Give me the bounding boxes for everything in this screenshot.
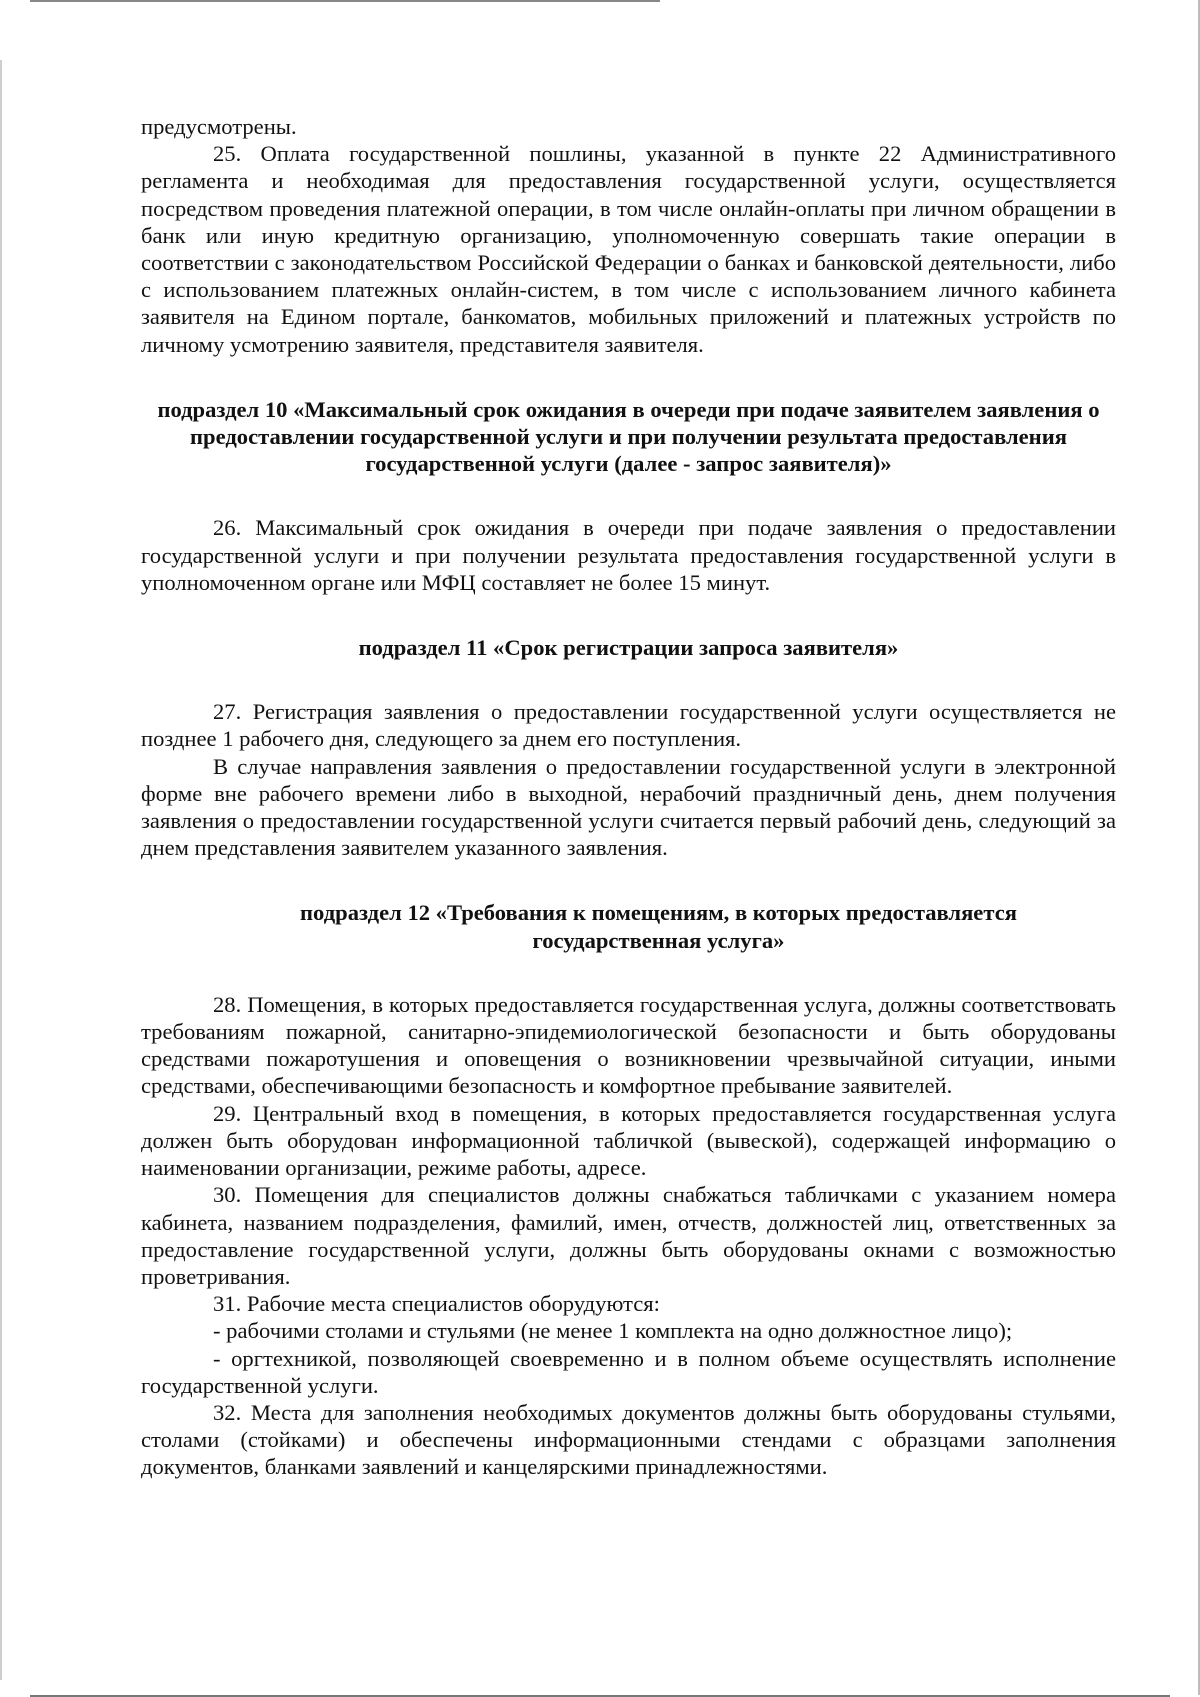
section-11-heading: подраздел 11 «Срок регистрации запроса заявителя»: [358, 635, 899, 661]
paragraph-continuation: предусмотрены.: [141, 114, 297, 139]
paragraph-29: 29. Центральный вход в помещения, в которых предоставляется государственная услуга должен быть оборудован информационной табличкой (вывеской), содержащей информацию о наименовании организации, режиме работы, адресе.: [141, 1100, 1116, 1181]
paragraph-30: 30. Помещения для специалистов должны снабжаться табличками с указанием номера кабинета, названием подразделения, фамилий, имен, отчеств, должностей лиц, ответственных за предоставление государственной услуги, должны быть оборудованы окнами с возможностью проветривания.: [141, 1182, 1116, 1289]
list-item-desks: - рабочими столами и стульями (не менее 1 комплекта на одно должностное лицо);: [213, 1318, 1013, 1344]
document-body: [141, 113, 1116, 1481]
scan-edge-left: [0, 60, 2, 1680]
section-10-heading: подраздел 10 «Максимальный срок ожидания в очереди при подаче заявителем заявления о предоставлении государственной услуги и при получении результата предоставления государственной услуги (далее - запрос заявителя)»: [157, 396, 1100, 477]
paragraph-32: 32. Места для заполнения необходимых документов должны быть оборудованы стульями, столами (стойками) и обеспечены информационными стендами с образцами заполнения документов, бланками заявлений и канцелярскими принадлежностями.: [141, 1399, 1116, 1480]
section-12-heading: подраздел 12 «Требования к помещениям, в которых предоставляется государственная услуга»: [300, 900, 1017, 953]
list-item-office-equipment: - оргтехникой, позволяющей своевременно и в полном объеме осуществлять исполнение государственной услуги.: [141, 1345, 1116, 1398]
paragraph-27-continued: В случае направления заявления о предоставлении государственной услуги в электронной форме вне рабочего времени либо в выходной, нерабочий праздничный день, днем получения заявления о предоставлении государственной услуги считается первый рабочий день, следующий за днем представления заявителем указанного заявления.: [141, 753, 1116, 861]
paragraph-25: 25. Оплата государственной пошлины, указанной в пункте 22 Административного регламента и необходимая для предоставления государственной услуги, осуществляется посредством проведения платежной операции, в том числе онлайн-оплаты при личном обращении в банк или иную кредитную организацию, уполномоченную совершать такие операции в соответствии с законодательством Российской Федерации о банках и банковской деятельности, либо с использованием платежных онлайн-систем, в том числе с использованием личного кабинета заявителя на Едином портале, банкоматов, мобильных приложений и платежных устройств по личному усмотрению заявителя, представителя заявителя.: [141, 141, 1116, 357]
scan-edge-top: [0, 0, 1200, 2]
paragraph-31: 31. Рабочие места специалистов оборудуются:: [213, 1291, 660, 1317]
paragraph-27: 27. Регистрация заявления о предоставлении государственной услуги осуществляется не позднее 1 рабочего дня, следующего за днем его поступления.: [141, 699, 1116, 752]
paragraph-26: 26. Максимальный срок ожидания в очереди при подаче заявления о предоставлении государственной услуги и при получении результата предоставления государственной услуги в уполномоченном органе или МФЦ составляет не более 15 минут.: [141, 515, 1116, 595]
paragraph-28: 28. Помещения, в которых предоставляется государственная услуга, должны соответствовать требованиям пожарной, санитарно-эпидемиологической безопасности и быть оборудованы средствами пожаротушения и оповещения о возникновении чрезвычайной ситуации, иными средствами, обеспечивающими безопасность и комфортное пребывание заявителей.: [141, 991, 1116, 1099]
